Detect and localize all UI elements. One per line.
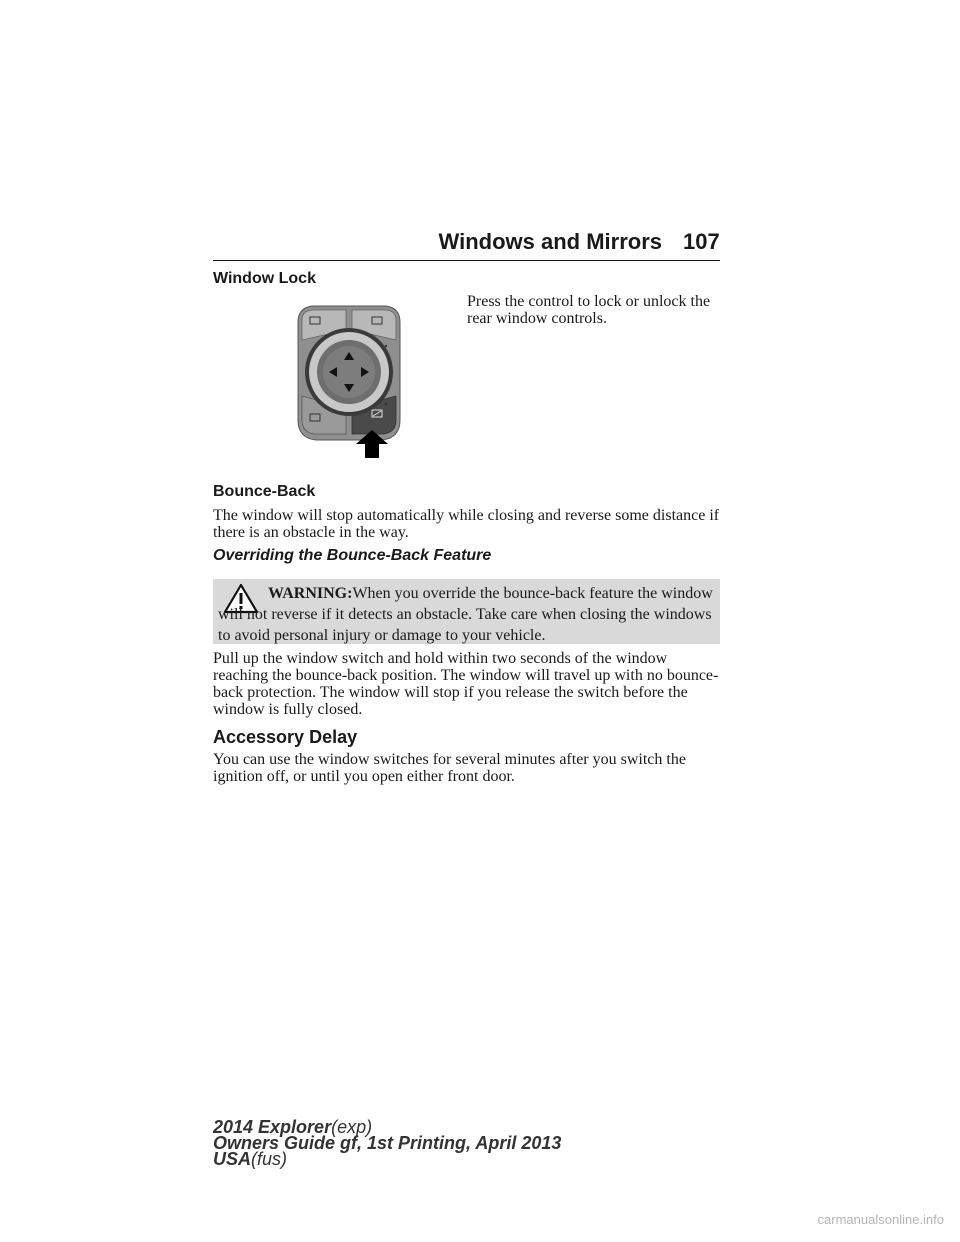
bounce-back-text: The window will stop automatically while closing and reverse some distance if there is an obstacle in the way. <box>213 507 720 541</box>
overriding-text: Pull up the window switch and hold within two seconds of the window reaching the bounce-back position. The window will travel up with no bounce-back protection. The window will stop if you release the switch before the window is fully closed. <box>213 650 719 718</box>
document-footer <box>213 1119 561 1167</box>
warning-label: WARNING: <box>268 585 353 602</box>
section-heading-overriding: Overriding the Bounce-Back Feature <box>213 547 492 564</box>
footer-edition: Owners Guide gf, 1st Printing, April 2013 <box>213 1133 562 1153</box>
section-heading-accessory-delay: Accessory Delay <box>213 727 358 747</box>
section-heading-window-lock: Window Lock <box>213 270 316 287</box>
footer-model: 2014 Explorer <box>213 1117 332 1137</box>
footer-market: USA <box>213 1149 252 1169</box>
footer-market-tag: (fus) <box>251 1149 288 1169</box>
warning-text: When you override the bounce-back feature the window will not reverse if it detects an obstacle. Take care when closing the windows to avoid personal injury or damage to your vehicle. <box>218 585 713 644</box>
page-number: 107 <box>683 229 720 254</box>
page-header-title: Windows and Mirrors <box>438 229 662 254</box>
window-lock-text: Press the control to lock or unlock the rear window controls. <box>467 293 711 327</box>
window-switch-illustration <box>294 300 404 460</box>
warning-box <box>213 579 720 644</box>
watermark: carmanualsonline.info <box>817 1212 944 1227</box>
accessory-delay-text: You can use the window switches for several minutes after you switch the ignition off, or until you open either front door. <box>213 751 686 785</box>
section-heading-bounce-back: Bounce-Back <box>213 483 316 500</box>
arrow-up-indicator-icon <box>354 428 390 460</box>
footer-model-tag: (exp) <box>331 1117 373 1137</box>
warning-paragraph <box>218 583 718 646</box>
header-rule <box>213 260 720 261</box>
